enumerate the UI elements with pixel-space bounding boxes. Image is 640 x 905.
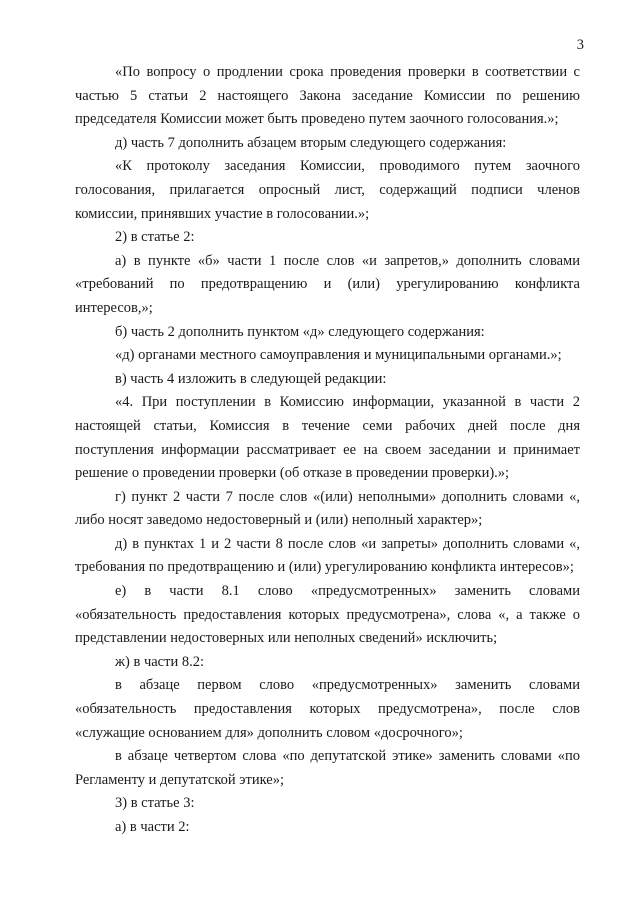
document-body [75, 61, 580, 840]
paragraph: б) часть 2 дополнить пунктом «д» следующего содержания: [115, 323, 485, 340]
page-number: 3 [576, 37, 584, 53]
paragraph: «д) органами местного самоуправления и муниципальными органами.»; [115, 347, 562, 364]
paragraph: в абзаце первом слово «предусмотренных» заменить словами «обязательность предоставления которых предусмотрена», после слов «служащие основанием для» дополнить словом «досрочного»; [75, 677, 580, 741]
paragraph: в) часть 4 изложить в следующей редакции: [115, 370, 387, 387]
paragraph: «4. При поступлении в Комиссию информации, указанной в части 2 настоящей статьи, Комиссия в течение семи рабочих дней после дня поступления информации рассматривает ее на своем заседании и принимает решение о проведении проверки (об отказе в проведении проверки).»; [75, 394, 580, 482]
paragraph: «К протоколу заседания Комиссии, проводимого путем заочного голосования, прилагается опросный лист, содержащий подписи членов комиссии, принявших участие в голосовании.»; [75, 158, 580, 222]
paragraph: а) в части 2: [115, 819, 190, 835]
paragraph: 3) в статье 3: [115, 795, 195, 812]
paragraph: 2) в статье 2: [115, 229, 195, 246]
paragraph: «По вопросу о продлении срока проведения проверки в соответствии с частью 5 статьи 2 настоящего Закона заседание Комиссии по решению председателя Комиссии может быть проведено путем заочного голосования.»; [75, 64, 580, 128]
paragraph: е) в части 8.1 слово «предусмотренных» заменить словами «обязательность предоставления которых предусмотрена», слова «, а также о представлении недостоверных или неполных сведений» исключить; [75, 583, 580, 647]
paragraph: д) в пунктах 1 и 2 части 8 после слов «и запреты» дополнить словами «, требования по предотвращению и (или) урегулированию конфликта интересов»; [75, 535, 580, 576]
paragraph: ж) в части 8.2: [115, 653, 204, 670]
paragraph: д) часть 7 дополнить абзацем вторым следующего содержания: [115, 134, 507, 151]
paragraph: в абзаце четвертом слова «по депутатской этике» заменить словами «по Регламенту и депутатской этике»; [75, 748, 580, 788]
paragraph: а) в пункте «б» части 1 после слов «и запретов,» дополнить словами «требований по предотвращению и (или) урегулированию конфликта интересов,»; [75, 252, 580, 316]
paragraph: г) пункт 2 части 7 после слов «(или) неполными» дополнить словами «, либо носят заведомо недостоверный и (или) неполный характер»; [75, 488, 580, 529]
